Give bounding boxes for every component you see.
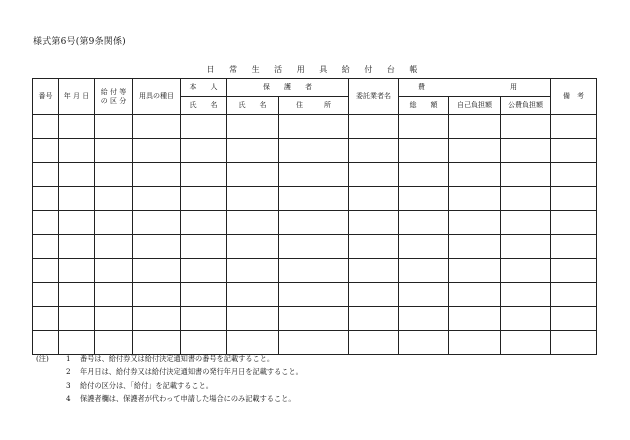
table-cell	[133, 259, 181, 283]
note-text: 年月日は、給付券又は給付決定通知書の発行年月日を記載すること。	[80, 367, 303, 377]
table-cell	[349, 115, 399, 139]
header-cost	[399, 79, 551, 97]
table-cell	[399, 259, 449, 283]
table-cell	[551, 163, 597, 187]
table-cell	[181, 307, 227, 331]
header-remarks: 備 考	[551, 79, 597, 115]
table-cell	[551, 259, 597, 283]
table-cell	[449, 235, 501, 259]
table-cell	[349, 187, 399, 211]
table-cell	[399, 187, 449, 211]
table-cell	[133, 187, 181, 211]
table-cell	[59, 139, 95, 163]
table-cell	[33, 211, 59, 235]
header-cost-left: 費	[418, 83, 425, 92]
table-cell	[399, 139, 449, 163]
table-cell	[449, 163, 501, 187]
table-cell	[59, 187, 95, 211]
notes-prefix: (注)	[36, 354, 49, 363]
note-row	[36, 379, 303, 392]
header-number: 番号	[33, 79, 59, 115]
table-cell	[227, 187, 279, 211]
header-guardian-name: 氏 名	[227, 97, 279, 115]
table-cell	[33, 235, 59, 259]
table-cell	[449, 331, 501, 355]
table-cell	[501, 115, 551, 139]
table-cell	[449, 259, 501, 283]
table-cell	[133, 115, 181, 139]
table-cell	[551, 211, 597, 235]
header-date: 年 月 日	[59, 79, 95, 115]
header-guardian: 保 護 者	[227, 79, 349, 97]
table-cell	[349, 235, 399, 259]
table-cell	[279, 211, 349, 235]
table-cell	[551, 307, 597, 331]
table-cell	[95, 307, 133, 331]
header-public-pay: 公費負担額	[501, 97, 551, 115]
table-cell	[227, 115, 279, 139]
table-cell	[551, 187, 597, 211]
header-classification	[95, 79, 133, 115]
table-cell	[501, 211, 551, 235]
table-cell	[95, 235, 133, 259]
table-row	[33, 139, 597, 163]
ledger-table	[32, 78, 597, 355]
table-row	[33, 331, 597, 355]
table-row	[33, 307, 597, 331]
table-cell	[349, 283, 399, 307]
table-cell	[349, 307, 399, 331]
table-cell	[95, 187, 133, 211]
table-cell	[59, 235, 95, 259]
table-cell	[59, 115, 95, 139]
note-number: 2	[66, 367, 71, 377]
table-row	[33, 211, 597, 235]
table-cell	[227, 283, 279, 307]
table-cell	[279, 139, 349, 163]
header-item-type: 用具の種目	[133, 79, 181, 115]
table-cell	[449, 115, 501, 139]
table-cell	[551, 139, 597, 163]
table-cell	[133, 163, 181, 187]
table-cell	[95, 163, 133, 187]
table-cell	[279, 283, 349, 307]
table-cell	[279, 187, 349, 211]
table-cell	[551, 283, 597, 307]
table-row	[33, 163, 597, 187]
table-cell	[95, 139, 133, 163]
table-cell	[279, 259, 349, 283]
table-cell	[59, 331, 95, 355]
table-cell	[349, 331, 399, 355]
table-cell	[181, 331, 227, 355]
table-cell	[59, 307, 95, 331]
header-total: 総 額	[399, 97, 449, 115]
table-cell	[279, 307, 349, 331]
table-cell	[33, 115, 59, 139]
table-cell	[133, 235, 181, 259]
ledger-body	[33, 115, 597, 355]
table-cell	[399, 283, 449, 307]
table-cell	[33, 283, 59, 307]
table-cell	[59, 211, 95, 235]
table-cell	[227, 307, 279, 331]
table-cell	[551, 235, 597, 259]
note-text: 給付の区分は、「給付」を記載すること。	[80, 380, 213, 390]
table-cell	[399, 307, 449, 331]
table-cell	[95, 259, 133, 283]
note-number: 1	[66, 354, 71, 363]
header-classification-line2: の 区 分	[100, 96, 127, 105]
table-cell	[133, 331, 181, 355]
table-cell	[449, 307, 501, 331]
table-cell	[95, 115, 133, 139]
table-cell	[501, 235, 551, 259]
table-cell	[95, 331, 133, 355]
header-contractor: 委託業者名	[349, 79, 399, 115]
table-row	[33, 115, 597, 139]
table-cell	[501, 307, 551, 331]
table-cell	[227, 259, 279, 283]
table-row	[33, 187, 597, 211]
table-cell	[33, 139, 59, 163]
table-cell	[501, 163, 551, 187]
table-cell	[399, 163, 449, 187]
header-cost-right: 用	[510, 83, 518, 92]
document-title: 日 常 生 活 用 具 給 付 台 帳	[206, 65, 424, 74]
table-cell	[33, 163, 59, 187]
note-row	[36, 352, 303, 365]
table-cell	[227, 163, 279, 187]
table-cell	[181, 211, 227, 235]
table-cell	[133, 139, 181, 163]
table-cell	[279, 331, 349, 355]
table-cell	[449, 283, 501, 307]
table-cell	[449, 139, 501, 163]
table-cell	[227, 235, 279, 259]
header-person: 本 人	[181, 79, 227, 97]
table-cell	[59, 283, 95, 307]
table-cell	[349, 139, 399, 163]
table-cell	[399, 331, 449, 355]
table-cell	[501, 139, 551, 163]
table-row	[33, 259, 597, 283]
table-cell	[399, 211, 449, 235]
table-cell	[227, 139, 279, 163]
table-cell	[551, 115, 597, 139]
note-text: 保護者欄は、保護者が代わって申請した場合にのみ記載すること。	[80, 394, 296, 404]
table-row	[33, 235, 597, 259]
table-cell	[227, 331, 279, 355]
header-person-name: 氏 名	[181, 97, 227, 115]
table-cell	[133, 307, 181, 331]
table-cell	[449, 187, 501, 211]
table-cell	[349, 259, 399, 283]
header-guardian-address: 住 所	[279, 97, 349, 115]
table-cell	[501, 283, 551, 307]
table-cell	[279, 115, 349, 139]
table-cell	[551, 331, 597, 355]
table-cell	[33, 259, 59, 283]
table-cell	[181, 163, 227, 187]
table-cell	[59, 259, 95, 283]
table-cell	[449, 211, 501, 235]
table-cell	[501, 259, 551, 283]
note-row	[36, 392, 303, 405]
table-cell	[59, 163, 95, 187]
table-cell	[95, 211, 133, 235]
note-number: 4	[66, 394, 71, 404]
table-cell	[181, 259, 227, 283]
table-cell	[133, 211, 181, 235]
header-self-pay: 自己負担額	[449, 97, 501, 115]
table-cell	[279, 163, 349, 187]
notes	[36, 352, 303, 406]
form-number: 様式第6号(第9条関係)	[33, 37, 126, 47]
note-number: 3	[66, 380, 71, 390]
table-cell	[349, 163, 399, 187]
table-cell	[181, 283, 227, 307]
table-cell	[181, 139, 227, 163]
table-cell	[181, 187, 227, 211]
note-text: 番号は、給付券又は給付決定通知書の番号を記載すること。	[80, 354, 275, 363]
table-cell	[399, 115, 449, 139]
table-cell	[279, 235, 349, 259]
table-cell	[33, 307, 59, 331]
table-cell	[33, 331, 59, 355]
note-row	[36, 365, 303, 378]
table-cell	[33, 187, 59, 211]
table-row	[33, 283, 597, 307]
table-cell	[501, 187, 551, 211]
table-cell	[501, 331, 551, 355]
table-cell	[349, 211, 399, 235]
table-cell	[181, 235, 227, 259]
table-cell	[181, 115, 227, 139]
table-cell	[133, 283, 181, 307]
table-cell	[399, 235, 449, 259]
header-classification-line1: 給 付 等	[100, 88, 127, 97]
table-cell	[227, 211, 279, 235]
table-cell	[95, 283, 133, 307]
